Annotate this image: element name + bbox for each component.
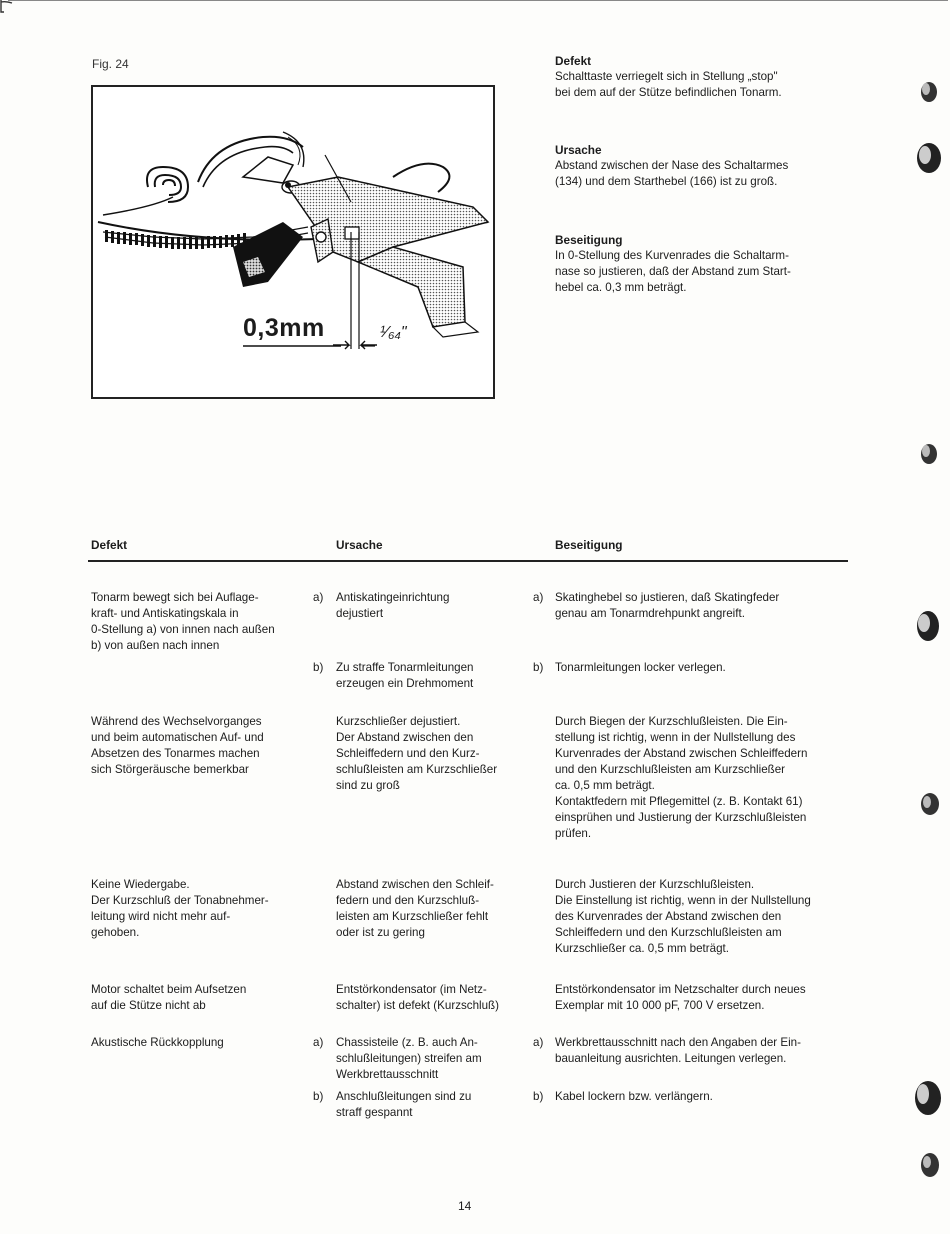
measurement-label-mm: 0,3mm [243, 314, 325, 342]
text-line: Zu straffe Tonarmleitungen [336, 661, 474, 674]
text-line: Antiskatingeinrichtung [336, 591, 450, 604]
text-line: einsprühen und Justierung der Kurzschlußleisten [555, 811, 807, 824]
margin-hole-mark [918, 1150, 942, 1180]
top-defekt-block [555, 53, 782, 101]
table-row-2-ursache [336, 714, 536, 794]
text-line: und beim automatischen Auf- und [91, 731, 264, 744]
table-row-1-defekt [91, 590, 311, 654]
table-row-4-defekt [91, 982, 311, 1014]
text-line: Exemplar mit 10 000 pF, 700 V ersetzen. [555, 999, 765, 1012]
text-line: Kurvenrades der Abstand zwischen Schleiffedern [555, 747, 808, 760]
text-line: schlußleisten am Kurzschließer [336, 763, 498, 776]
text-line: hebel ca. 0,3 mm beträgt. [555, 281, 687, 294]
text-line: Kurzschließer ca. 0,5 mm beträgt. [555, 942, 729, 955]
text-line: Der Abstand zwischen den [336, 731, 474, 744]
text-line: nase so justieren, daß der Abstand zum Start- [555, 265, 791, 278]
table-header-rule [88, 560, 848, 562]
margin-hole-mark [912, 1078, 944, 1118]
text-line: oder ist zu gering [336, 926, 425, 939]
text-line: Anschlußleitungen sind zu [336, 1090, 472, 1103]
text-line: kraft- und Antiskatingskala in [91, 607, 239, 620]
list-letter: a) [533, 1036, 544, 1049]
top-ursache-heading: Ursache [555, 143, 602, 157]
text-line: Entstörkondensator im Netzschalter durch neues [555, 983, 806, 996]
text-line: prüfen. [555, 827, 592, 840]
list-letter: b) [533, 1090, 544, 1103]
text-line: Schalttaste verriegelt sich in Stellung „stop" [555, 70, 778, 83]
text-line: Kurzschließer dejustiert. [336, 715, 461, 728]
table-row-3-ursache [336, 877, 536, 941]
text-line: Skatinghebel so justieren, daß Skatingfeder [555, 591, 780, 604]
text-line: b) von außen nach innen [91, 639, 220, 652]
text-line: dejustiert [336, 607, 384, 620]
text-line: Absetzen des Tonarmes machen [91, 747, 260, 760]
text-line: sich Störgeräusche bemerkbar [91, 763, 249, 776]
table-row-1-ursache-a [336, 590, 536, 622]
figure-24 [91, 85, 495, 399]
text-line: (134) und dem Starthebel (166) ist zu groß. [555, 175, 778, 188]
text-line: leitung wird nicht mehr auf- [91, 910, 231, 923]
text-line: Schleiffedern und den Kurz- [336, 747, 480, 760]
table-header-beseitigung: Beseitigung [555, 538, 623, 552]
table-row-1-ursache-b [336, 660, 536, 692]
text-line: Abstand zwischen der Nase des Schaltarmes [555, 159, 789, 172]
page-number: 14 [458, 1199, 472, 1213]
text-line: Der Kurzschluß der Tonabnehmer- [91, 894, 269, 907]
list-letter: b) [313, 1090, 324, 1103]
figure-caption: Fig. 24 [92, 57, 129, 71]
table-row-1-beseitigung-b [555, 660, 875, 676]
table-row-4-ursache [336, 982, 536, 1014]
text-line: des Kurvenrades der Abstand zwischen den [555, 910, 782, 923]
list-letter: b) [313, 661, 324, 674]
text-line: auf die Stütze nicht ab [91, 999, 206, 1012]
text-line: bei dem auf der Stütze befindlichen Tonarm. [555, 86, 782, 99]
table-row-4-beseitigung [555, 982, 885, 1014]
margin-hole-mark [914, 608, 942, 644]
text-line: Abstand zwischen den Schleif- [336, 878, 494, 891]
text-line: und den Kurzschlußleisten am Kurzschließer [555, 763, 786, 776]
text-line: Kabel lockern bzw. verlängern. [555, 1090, 713, 1103]
table-row-2-beseitigung [555, 714, 885, 842]
text-line: gehoben. [91, 926, 140, 939]
measurement-label-inch: ¹⁄₆₄" [380, 324, 407, 341]
text-line: straff gespannt [336, 1106, 413, 1119]
text-line: Akustische Rückkopplung [91, 1036, 224, 1049]
text-line: Durch Biegen der Kurzschlußleisten. Die Ein- [555, 715, 788, 728]
corner-mark [0, 0, 14, 16]
margin-hole-mark [918, 78, 940, 104]
text-line: schalter) ist defekt (Kurzschluß) [336, 999, 500, 1012]
top-beseitigung-heading: Beseitigung [555, 233, 623, 247]
text-line: bauanleitung ausrichten. Leitungen verlegen. [555, 1052, 787, 1065]
tonearm-mechanism-illustration [93, 87, 493, 397]
text-line: erzeugen ein Drehmoment [336, 677, 474, 690]
text-line: Chassisteile (z. B. auch An- [336, 1036, 478, 1049]
margin-hole-mark [914, 140, 944, 176]
list-letter: b) [533, 661, 544, 674]
list-letter: a) [533, 591, 544, 604]
table-header-ursache: Ursache [336, 538, 383, 552]
text-line: Tonarmleitungen locker verlegen. [555, 661, 726, 674]
top-defekt-heading: Defekt [555, 54, 592, 68]
text-line: Werkbrettausschnitt nach den Angaben der Ein- [555, 1036, 801, 1049]
table-row-5-ursache-a [336, 1035, 536, 1083]
table-header-defekt: Defekt [91, 538, 128, 552]
text-line: schlußleitungen) streifen am [336, 1052, 482, 1065]
table-row-5-ursache-b [336, 1089, 536, 1121]
text-line: Keine Wiedergabe. [91, 878, 190, 891]
table-row-5-beseitigung-b [555, 1089, 885, 1105]
table-row-2-defekt [91, 714, 311, 778]
table-row-3-defekt [91, 877, 311, 941]
text-line: leisten am Kurzschließer fehlt [336, 910, 489, 923]
text-line: Werkbrettausschnitt [336, 1068, 439, 1081]
top-rule [8, 0, 948, 1]
list-letter: a) [313, 591, 324, 604]
text-line: Tonarm bewegt sich bei Auflage- [91, 591, 259, 604]
table-row-3-beseitigung [555, 877, 885, 957]
text-line: Motor schaltet beim Aufsetzen [91, 983, 247, 996]
text-line: Schleiffedern und den Kurzschlußleisten am [555, 926, 782, 939]
text-line: genau am Tonarmdrehpunkt angreift. [555, 607, 745, 620]
text-line: Die Einstellung ist richtig, wenn in der Nullstellung [555, 894, 811, 907]
table-row-5-beseitigung-a [555, 1035, 885, 1067]
text-line: Kontaktfedern mit Pflegemittel (z. B. Kontakt 61) [555, 795, 803, 808]
margin-hole-mark [918, 440, 940, 466]
margin-hole-mark [918, 790, 942, 818]
text-line: sind zu groß [336, 779, 400, 792]
text-line: federn und den Kurzschluß- [336, 894, 480, 907]
text-line: Entstörkondensator (im Netz- [336, 983, 487, 996]
top-ursache-block [555, 142, 788, 190]
text-line: Während des Wechselvorganges [91, 715, 262, 728]
table-row-5-defekt [91, 1035, 311, 1051]
text-line: ca. 0,5 mm beträgt. [555, 779, 655, 792]
text-line: stellung ist richtig, wenn in der Nullstellung des [555, 731, 796, 744]
text-line: Durch Justieren der Kurzschlußleisten. [555, 878, 755, 891]
table-row-1-beseitigung-a [555, 590, 875, 622]
text-line: 0-Stellung a) von innen nach außen [91, 623, 275, 636]
list-letter: a) [313, 1036, 324, 1049]
top-beseitigung-block [555, 232, 791, 296]
text-line: In 0-Stellung des Kurvenrades die Schaltarm- [555, 249, 789, 262]
